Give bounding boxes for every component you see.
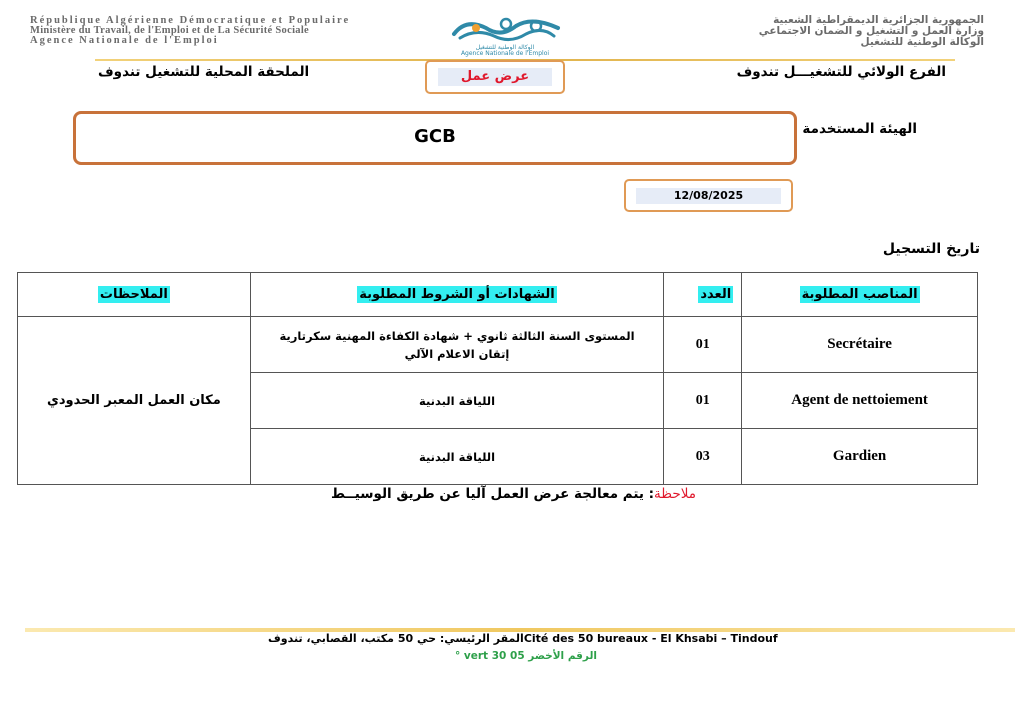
header-ar-line3: الوكالة الوطنية للتشغيل [860, 36, 984, 48]
conditions-cell [250, 373, 664, 429]
registration-date-box [624, 179, 793, 212]
header-count-label: العدد [700, 287, 732, 302]
conditions-line: اللياقة البدنية [418, 449, 496, 464]
header-fr-line1: République Algérienne Démocratique et Populaire [30, 15, 351, 26]
processing-note [331, 486, 696, 502]
note-text: : يتم معالجة عرض العمل آليا عن طريق الوسيــط [331, 486, 655, 502]
conditions-cell [250, 317, 664, 373]
logo-caption-fr: Agence Nationale de l'Emploi [460, 50, 550, 57]
footer-address-ar: المقر الرئيسي: حي 50 مكتب، القصابي، تندوف [268, 632, 524, 645]
header-arabic [759, 15, 984, 48]
footer-address-fr: Cité des 50 bureaux - El Khsabi – Tindouf [523, 632, 778, 645]
employer-name: GCB [414, 126, 456, 147]
table-row [18, 317, 978, 373]
header-conditions [250, 273, 664, 317]
doc-title: عرض عمل [438, 68, 552, 86]
position-cell: Gardien [742, 429, 978, 485]
conditions-line: المستوى السنة الثالثة ثانوي + شهادة الكفاءة المهنية سكرتارية [279, 328, 635, 343]
count-cell: 03 [664, 429, 742, 485]
doc-title-box [425, 60, 565, 94]
conditions-line: إتقان الاعلام الآلي [404, 346, 510, 361]
header-position [742, 273, 978, 317]
wilaya-branch: الفرع الولائي للتشغيـــل تندوف [736, 64, 946, 80]
conditions-line: اللياقة البدنية [418, 393, 496, 408]
header-fr-line2: Ministère du Travail, de l'Emploi et de La Sécurité Sociale [30, 25, 310, 36]
count-cell: 01 [664, 317, 742, 373]
header-position-label: المناصب المطلوبة [801, 287, 918, 302]
header-notes [18, 273, 251, 317]
position-cell: Secrétaire [742, 317, 978, 373]
footer-address [268, 632, 778, 645]
registration-label: تاريخ التسجيل [882, 241, 980, 257]
local-branch: الملحقة المحلية للتشغيل تندوف [98, 64, 310, 80]
header-conditions-label: الشهادات أو الشروط المطلوبة [359, 287, 555, 302]
anem-logo-icon [446, 14, 566, 48]
logo-caption [440, 45, 570, 57]
employer-box [73, 111, 797, 165]
conditions-cell [250, 429, 664, 485]
header-count [664, 273, 742, 317]
count-cell: 01 [664, 373, 742, 429]
notes-cell: مكان العمل المعبر الحدودي [18, 317, 251, 485]
header-fr-line3: Agence Nationale de l'Emploi [30, 35, 219, 46]
header-ar-line1: الجمهورية الجزائرية الديمقراطية الشعبية [773, 14, 984, 26]
note-label: ملاحظة [654, 486, 696, 502]
header-notes-label: الملاحظات [99, 287, 168, 302]
position-cell: Agent de nettoiement [742, 373, 978, 429]
header-french [30, 16, 350, 46]
logo-caption-ar: الوكالة الوطنية للتشغيل [475, 44, 535, 51]
green-number: الرقم الأخضر 05 30 vert ° [455, 650, 597, 662]
table-header-row [18, 273, 978, 317]
job-offers-table [17, 272, 978, 485]
employer-label: الهيئة المستخدمة [802, 121, 917, 137]
registration-date: 12/08/2025 [636, 188, 781, 204]
header-ar-line2: وزارة العمل و التشغيل و الضمان الاجتماعي [758, 25, 984, 37]
